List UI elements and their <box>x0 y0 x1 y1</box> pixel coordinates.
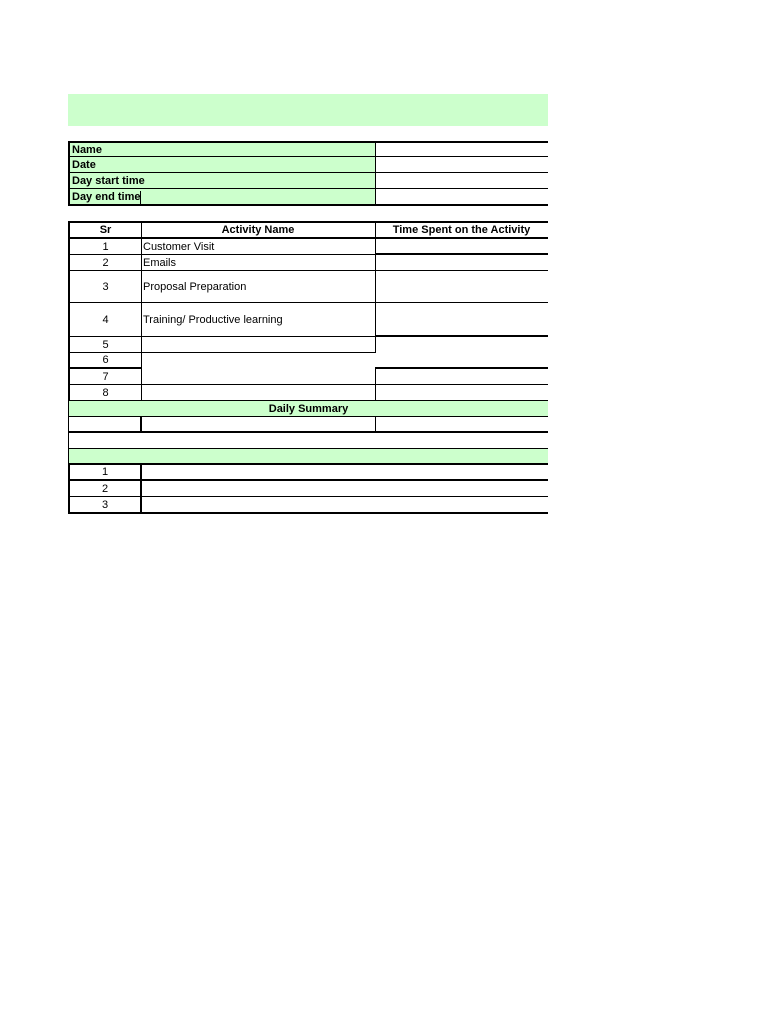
row-time[interactable] <box>375 271 548 303</box>
row-time[interactable] <box>375 303 548 337</box>
list-item-number: 2 <box>68 481 142 497</box>
end-time-value[interactable] <box>375 189 548 206</box>
date-label: Date <box>68 157 376 173</box>
title-banner <box>68 94 548 126</box>
row-activity[interactable] <box>141 369 376 385</box>
info-row-date <box>68 157 548 173</box>
row-time[interactable] <box>375 337 548 353</box>
row-time[interactable] <box>375 353 548 369</box>
summary-blank-cell[interactable] <box>68 433 548 449</box>
row-activity[interactable] <box>141 337 376 353</box>
row-activity[interactable]: Proposal Preparation <box>141 271 376 303</box>
date-value[interactable] <box>375 157 548 173</box>
row-activity[interactable]: Training/ Productive learning <box>141 303 376 337</box>
row-activity[interactable]: Customer Visit <box>141 239 376 255</box>
table-row <box>68 255 548 271</box>
col-header-activity: Activity Name <box>141 221 376 239</box>
info-row-name <box>68 141 548 157</box>
row-time[interactable] <box>375 385 548 401</box>
col-header-time: Time Spent on the Activity <box>375 221 548 239</box>
table-row <box>68 337 548 353</box>
list-item <box>68 481 548 497</box>
row-time[interactable] <box>375 369 548 385</box>
list-item <box>68 465 548 481</box>
name-label: Name <box>68 141 376 157</box>
row-activity[interactable] <box>141 385 376 401</box>
col-header-sr: Sr <box>68 221 142 239</box>
table-row <box>68 385 548 401</box>
row-sr: 3 <box>68 271 142 303</box>
daily-summary-heading: Daily Summary <box>68 401 548 417</box>
name-value[interactable] <box>375 141 548 157</box>
row-activity[interactable]: Emails <box>141 255 376 271</box>
list-item-field[interactable] <box>141 497 548 514</box>
list-item <box>68 497 548 514</box>
row-sr: 7 <box>68 369 142 385</box>
list-item-number: 1 <box>68 465 142 481</box>
info-row-start-time <box>68 173 548 189</box>
table-row <box>68 303 548 337</box>
text-cursor <box>140 191 141 204</box>
list-item-field[interactable] <box>141 481 548 497</box>
table-row <box>68 239 548 255</box>
summary-cell-activity[interactable] <box>141 417 376 433</box>
start-time-label: Day start time <box>68 173 376 189</box>
summary-blank-row <box>68 433 548 449</box>
activity-header-row <box>68 221 548 239</box>
row-sr: 1 <box>68 239 142 255</box>
daily-summary-row <box>68 401 548 417</box>
section-band <box>68 449 548 465</box>
start-time-value[interactable] <box>375 173 548 189</box>
row-time[interactable] <box>375 255 548 271</box>
list-item-field[interactable] <box>141 465 548 481</box>
row-time[interactable] <box>375 239 548 255</box>
row-sr: 6 <box>68 353 142 369</box>
row-sr: 2 <box>68 255 142 271</box>
list-item-number: 3 <box>68 497 142 514</box>
info-row-end-time <box>68 189 548 206</box>
row-sr: 4 <box>68 303 142 337</box>
row-sr: 8 <box>68 385 142 401</box>
section-band-row <box>68 449 548 465</box>
summary-cell-time[interactable] <box>375 417 548 433</box>
row-sr: 5 <box>68 337 142 353</box>
table-row <box>68 369 548 385</box>
table-row <box>68 271 548 303</box>
summary-entry-row <box>68 417 548 433</box>
summary-cell-sr[interactable] <box>68 417 142 433</box>
row-activity[interactable] <box>141 353 376 369</box>
end-time-label: Day end time <box>68 189 376 206</box>
table-row <box>68 353 548 369</box>
